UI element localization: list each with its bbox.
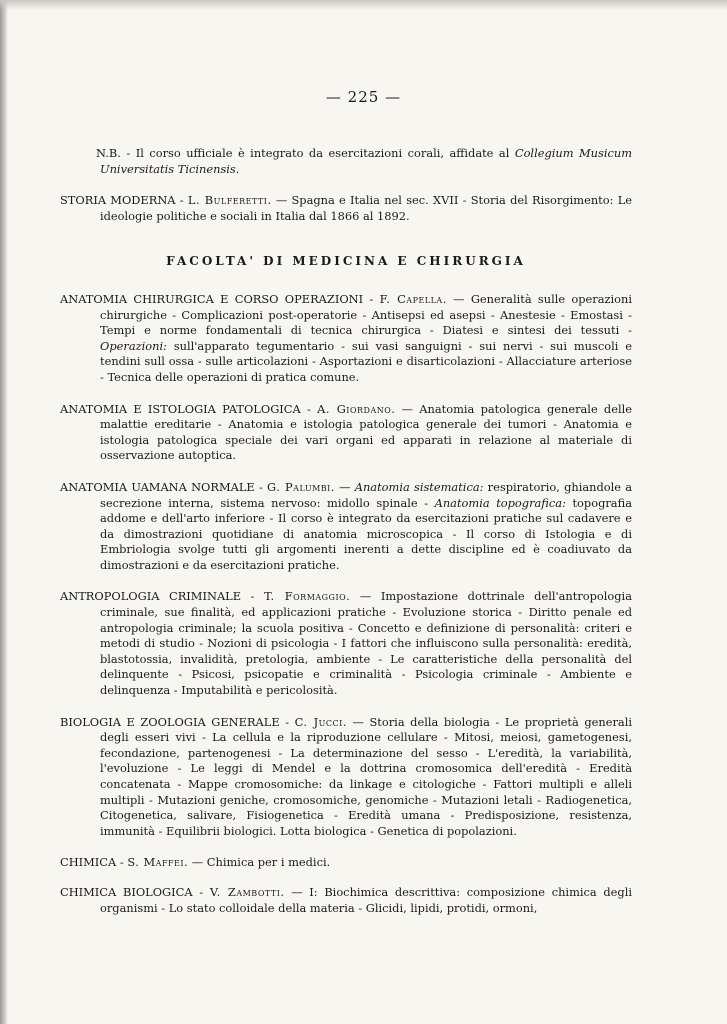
course-title: ANATOMIA CHIRURGICA E CORSO OPERAZIONI <box>60 291 364 306</box>
faculty-heading: FACOLTA' DI MEDICINA E CHIRURGIA <box>166 254 526 269</box>
course-entry-anatomia-umana: ANATOMIA UAMANA NORMALE - G. Palumbi. — Anatomia sistematica: respiratorio, ghiandole a secrezione interna, sistema nervoso: midollo spinale - Anatomia topografica: topografia addome e dell'arto inferiore - Il corso è integrato da esercitazioni pratiche sul cadavere e da dimostrazioni quotidiane di anatomia microscopica - Il corso di Istologia e di Embriologia svolge tutti gli argomenti inerenti a dette discipline ed è coadiuvato da dimostrazioni e da esercitazioni pratiche. <box>60 479 633 572</box>
course-entry-antropologia: ANTROPOLOGIA CRIMINALE - T. Formaggio. — Impostazione dottrinale dell'antropologia criminale, sue finalità, ed applicazioni pratiche - Evoluzione storica - Diritto penale ed antropologia criminale; la scuola positiva - Concetto e definizione di personalità: criteri e metodi di studio - Nozioni di psicologia - I fattori che influiscono sulla personalità: eredità, blastotossia, invalidità, pretologia, ambiente - Le caratteristiche della personalità del delinquente - Psicosi, psicopatie e criminalità - Psicologia criminale - Ambiente e delinquenza - Imputabilità e pericolosità. <box>60 589 632 698</box>
course-title: ANATOMIA E ISTOLOGIA PATOLOGICA <box>60 401 301 416</box>
course-description: — Spagna e Italia nel sec. XVII - Storia del Risorgimento: Le ideologie politiche e sociali in Italia dal 1866 al 1892. <box>100 193 633 223</box>
course-description: — Chimica per i medici. <box>191 855 331 870</box>
course-entry-anatomia-chirurgica: ANATOMIA CHIRURGICA E CORSO OPERAZIONI - F. Capella. — Generalità sulle operazioni chirurgiche - Complicazioni post-operatorie - Antisepsi ed asepsi - Anestesie - Emostasi - Tempi e norme fondamentali di tecnica chirurgica - Diatesi e sintesi dei tessuti - Operazioni: sull'apparato tegumentario - sui vasi sanguigni - sui nervi - sui muscoli e tendini sull ossa - sulle articolazioni - Asportazioni e disarticolazioni - Allacciature arteriose - Tecnica delle operazioni di pratica comune. <box>60 291 633 384</box>
course-title: CHIMICA BIOLOGICA <box>60 884 193 899</box>
course-description: — Impostazione dottrinale dell'antropologia criminale, sue finalità, ed applicazioni pratiche - Evoluzione storica - Diritto penale ed antropologia criminale; la scuola positiva - Concetto e definizione di personalità: criteri e metodi di studio - Nozioni di psicologia - I fattori che influiscono sulla personalità: eredità, blastotossia, invalidità, pretologia, ambiente - Le caratteristiche della personalità del delinquente - Psicosi, psicopatie e criminalità - Psicologia criminale - Ambiente e delinquenza - Imputabilità e pericolosità. <box>100 589 632 698</box>
course-teacher: L. Bulferetti. <box>187 193 272 208</box>
course-entry-chimica-biologica: CHIMICA BIOLOGICA - V. Zambotti. — I: Biochimica descrittiva: composizione chimica degli organismi - Lo stato colloidale della materia - Glicidi, lipidi, protidi, ormoni, <box>60 884 632 915</box>
nb-text: - Il corso ufficiale è integrato da esercitazioni corali, affidate al <box>126 146 510 160</box>
page-content <box>60 146 632 932</box>
nb-note <box>80 146 632 177</box>
course-title: STORIA MODERNA <box>60 193 176 208</box>
course-title: ANTROPOLOGIA CRIMINALE <box>60 589 242 604</box>
course-title: ANATOMIA UAMANA NORMALE <box>60 479 255 494</box>
course-entry-anatomia-istologia: ANATOMIA E ISTOLOGIA PATOLOGICA - A. Giordano. — Anatomia patologica generale delle malattie ereditarie - Anatomia e istologia patologica generale dei tumori - Anatomia e istologia patologica speciale dei vari organi ed apparati in relazione al materiale di osservazione autoptica. <box>60 401 632 463</box>
course-description: — I: Biochimica descrittiva: composizione chimica degli organismi - Lo stato colloidale della materia - Glicidi, lipidi, protidi, ormoni, <box>100 884 632 915</box>
course-entry-chimica: CHIMICA - S. Maffei. — Chimica per i medici. <box>60 855 331 870</box>
course-teacher: G. Palumbi. <box>267 479 335 494</box>
course-teacher: T. Formaggio. <box>264 589 351 604</box>
course-entry-storia-moderna: STORIA MODERNA - L. Bulferetti. — Spagna e Italia nel sec. XVII - Storia del Risorgimento: Le ideologie politiche e sociali in Italia dal 1866 al 1892. <box>60 193 633 223</box>
nb-italic: Collegium Musicum Universitatis Ticinensis. <box>100 146 633 176</box>
course-title: CHIMICA <box>60 855 117 870</box>
course-description: — Anatomia patologica generale delle malattie ereditarie - Anatomia e istologia patologica generale dei tumori - Anatomia e istologia patologica speciale dei vari organi ed apparati in relazione al materiale di osservazione autoptica. <box>100 401 632 463</box>
course-teacher: F. Capella. <box>379 291 447 306</box>
nb-label: N.B. <box>96 146 121 160</box>
course-description: — Generalità sulle operazioni chirurgiche - Complicazioni post-operatorie - Antisepsi ed asepsi - Anestesie - Emostasi - Tempi e norme fondamentali di tecnica chirurgica - Diatesi e sintesi dei tessuti - <box>100 291 633 338</box>
course-teacher: S. Maffei. <box>127 855 189 870</box>
course-description-cont: sull'apparato tegumentario - sui vasi sanguigni - sui nervi - sui muscoli e tendini sull ossa - sulle articolazioni - Asportazioni e disarticolazioni - Allacciature arteriose - Tecnica delle operazioni di pratica comune. <box>100 338 633 384</box>
course-description: respiratorio, ghiandole a secrezione interna, sistema nervoso: midollo spinale - <box>100 479 633 510</box>
course-description-cont: topografia addome e dell'arto inferiore - Il corso è integrato da esercitazioni pratiche sul cadavere e da dimostrazioni quotidiane di anatomia microscopica - Il corso di Istologia e di Embriologia svolge tutti gli argomenti inerenti a dette discipline ed è coadiuvato da dimostrazioni e da esercitazioni pratiche. <box>100 495 632 572</box>
course-teacher: V. Zambotti. <box>209 884 285 899</box>
course-title: BIOLOGIA E ZOOLOGIA GENERALE <box>60 714 280 729</box>
course-teacher: A. Giordano. <box>317 401 396 416</box>
course-entry-biologia: BIOLOGIA E ZOOLOGIA GENERALE - C. Jucci. — Storia della biologia - Le proprietà generali degli esseri vivi - La cellula e la riproduzione cellulare - Mitosi, meiosi, gametogenesi, fecondazione, partenogenesi - La determinazione del sesso - L'eredità, la variabilità, l'evoluzione - Le leggi di Mendel e la dottrina cromosomica dell'eredità - Eredità concatenata - Mappe cromosomiche: da linkage e citologiche - Fattori multipli e alleli multipli - Mutazioni geniche, cromosomiche, genomiche - Mutazioni letali - Radiogenetica, Citogenetica, salivare, Fisiogenetica - Eredità umana - Predisposizione, resistenza, immunità - Equilibrii biologici. Lotta biologica - Genetica di popolazioni. <box>60 714 632 838</box>
page-number: — 225 — <box>325 88 402 106</box>
scan-binding-edge <box>0 0 8 1024</box>
course-italic-term-2: Anatomia topografica: <box>434 495 566 510</box>
scan-top-edge <box>0 0 727 10</box>
course-italic-term: Operazioni: <box>100 338 167 353</box>
course-italic-term: — Anatomia sistematica: <box>339 479 484 494</box>
course-teacher: C. Jucci. <box>294 714 347 729</box>
course-description: — Storia della biologia - Le proprietà generali degli esseri vivi - La cellula e la riproduzione cellulare - Mitosi, meiosi, gametogenesi, fecondazione, partenogenesi - La determinazione del sesso - L'eredità, la variabilità, l'evoluzione - Le leggi di Mendel e la dottrina cromosomica dell'eredità - Eredità concatenata - Mappe cromosomiche: da linkage e citologiche - Fattori multipli e alleli multipli - Mutazioni geniche, cromosomiche, genomiche - Mutazioni letali - Radiogenetica, Citogenetica, salivare, Fisiogenetica - Eredità umana - Predisposizione, resistenza, immunità - Equilibrii biologici. Lotta biologica - Genetica di popolazioni. <box>100 714 632 838</box>
